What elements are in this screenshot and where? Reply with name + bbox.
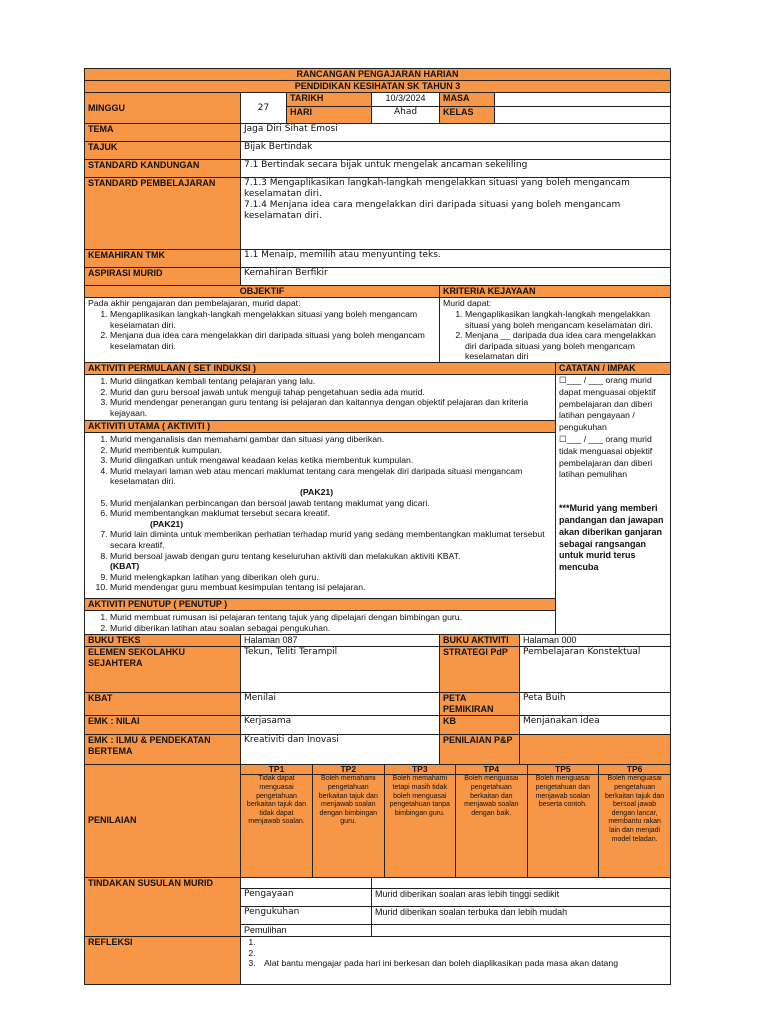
strategi-value: Pembelajaran Konstektual	[520, 646, 671, 692]
penilaian-pp-value	[520, 734, 671, 764]
catatan-line-2: ☐___ / ___ orang murid tidak menguasai objektif pembelajaran dan diberi latihan pemulihan	[559, 433, 653, 480]
utama-item	[110, 508, 552, 529]
catatan-note: ***Murid yang memberi pandangan dan jawapan akan diberikan ganjaran sebagai rangsangan untuk murid terus mencuba	[559, 503, 664, 573]
tp5-header: TP5	[527, 765, 599, 775]
tp1-header: TP1	[241, 765, 313, 775]
kriteria-label: KRITERIA KEJAYAAN	[440, 286, 671, 298]
kemahiran-tmk-value: 1.1 Menaip, memilih atau menyunting teks.	[241, 250, 671, 268]
lesson-plan-table	[84, 68, 671, 985]
penilaian-label: PENILAIAN	[85, 764, 241, 877]
emk-ilmu-value: Kreativiti dan Inovasi	[241, 734, 440, 764]
esk-value: Tekun, Teliti Terampil	[241, 646, 440, 692]
peta-pemikiran-label: PETA PEMIKIRAN	[440, 692, 520, 715]
document-subtitle: PENDIDIKAN KESIHATAN SK TAHUN 3	[85, 81, 671, 93]
refleksi-item: 3. Alat bantu mengajar pada hari ini berkesan dan boleh diaplikasikan pada masa akan datang	[258, 958, 667, 969]
standard-pembelajaran-value	[241, 178, 671, 250]
pak21-tag: (PAK21)	[150, 518, 184, 529]
penilaian-tp-grid	[241, 764, 671, 877]
permulaan-item: 2. Murid dan guru bersoal jawab untuk menguji tahap pengetahuan sedia ada murid.	[110, 387, 552, 398]
kemahiran-tmk-label: KEMAHIRAN TMK	[85, 250, 241, 268]
utama-item: 2. Murid membentuk kumpulan.	[110, 445, 552, 456]
kelas-value	[495, 107, 671, 124]
objektif-label: OBJEKTIF	[85, 286, 440, 298]
tp6-desc: Boleh menguasai pengetahuan berkaitan tajuk dan bersoal jawab dengan lancar, membantu rakan lain dan menjadi model teladan.	[599, 775, 671, 877]
tp2-header: TP2	[313, 765, 385, 775]
utama-item: 5. Murid menjalankan perbincangan dan bersoal jawab tentang maklumat yang dicari.	[110, 498, 552, 509]
objektif-item: 2. Menjana dua idea cara mengelakkan diri daripada situasi yang boleh mengancam keselamatan diri.	[110, 330, 436, 351]
buku-aktiviti-label: BUKU AKTIVITI	[440, 634, 520, 646]
objektif-list	[88, 309, 436, 351]
tema-value: Jaga Diri Sihat Emosi	[241, 124, 671, 142]
hari-label: HARI	[287, 107, 372, 124]
permulaan-item: 1. Murid diingatkan kembali tentang pelajaran yang lalu.	[110, 376, 552, 387]
tp3-desc: Boleh memahami tetapi masih tidak boleh menguasai pengetahuan tanpa bimbingan guru.	[384, 775, 456, 877]
buku-aktiviti-value: Halaman 000	[520, 634, 671, 646]
utama-label: AKTIVITI UTAMA ( AKTIVITI )	[85, 420, 555, 433]
emk-ilmu-label: EMK : ILMU & PENDEKATAN BERTEMA	[85, 734, 241, 764]
tarikh-value: 10/3/2024	[372, 93, 440, 107]
buku-teks-label: BUKU TEKS	[85, 634, 241, 646]
objektif-item: 1. Mengaplikasikan langkah-langkah mengelakkan situasi yang boleh mengancam keselamatan diri.	[110, 309, 436, 330]
tp5-desc: Boleh menguasai pengetahuan dan menjawab soalan beserta contoh.	[527, 775, 599, 877]
kb-label: KB	[440, 715, 520, 734]
catatan-line-1: ☐___ / ___ orang murid dapat menguasai objektif pembelajaran dan diberi latihan pengayaan / pengukuhan	[559, 374, 656, 433]
emk-nilai-value: Kerjasama	[241, 715, 440, 734]
tindakan-label: TINDAKAN SUSULAN MURID	[85, 877, 241, 936]
aspirasi-murid-value: Kemahiran Berfikir	[241, 268, 671, 286]
utama-item-text: Murid bersoal jawab dengan guru tentang keseluruhan aktiviti dan melakukan aktiviti KBAT.	[110, 550, 461, 561]
pengukuhan-label: Pengukuhan	[241, 906, 372, 924]
standard-pembelajaran-label: STANDARD PEMBELAJARAN	[85, 178, 241, 250]
lesson-plan	[84, 68, 670, 985]
utama-item-text: Murid melayari laman web atau mencari maklumat tentang cara mengelak diri daripada situasi mengancam keselamatan diri.	[110, 465, 523, 487]
utama-item-text: Murid membentangkan maklumat tersebut secara kreatif.	[110, 508, 330, 519]
kb-value: Menjanakan idea	[520, 715, 671, 734]
objektif-intro: Pada akhir pengajaran dan pembelajaran, murid dapat:	[88, 298, 301, 308]
standard-pembelajaran-1: 7.1.3 Mengaplikasikan langkah-langkah mengelakkan situasi yang boleh mengancam keselamatan diri.	[244, 178, 630, 199]
esk-label: ELEMEN SEKOLAHKU SEJAHTERA	[85, 646, 241, 692]
aspirasi-murid-label: ASPIRASI MURID	[85, 268, 241, 286]
tp4-header: TP4	[456, 765, 528, 775]
refleksi-item	[258, 948, 667, 959]
utama-item: 9. Murid melengkapkan latihan yang diberikan oleh guru.	[110, 572, 552, 583]
pak21-tag: (PAK21)	[300, 486, 334, 497]
standard-kandungan-label: STANDARD KANDUNGAN	[85, 160, 241, 178]
pemulihan-label: Pemulihan	[241, 924, 372, 936]
utama-list	[88, 434, 552, 593]
kbat-value: Menilai	[241, 692, 440, 715]
kbat-label: KBAT	[85, 692, 241, 715]
kelas-label: KELAS	[440, 107, 495, 124]
pemulihan-desc	[372, 924, 671, 936]
tp2-desc: Boleh memahami pengetahuan berkaitan tajuk dan menjawab soalan dengan bimbingan guru.	[313, 775, 385, 877]
permulaan-item: 3. Murid mendengar penerangan guru tentang isi pelajaran dan kaitannya dengan objektif pelajaran dan kriteria kejayaan.	[110, 397, 552, 418]
tp3-header: TP3	[384, 765, 456, 775]
tp6-header: TP6	[599, 765, 671, 775]
emk-nilai-label: EMK : NILAI	[85, 715, 241, 734]
activities-content	[85, 374, 556, 634]
refleksi-list	[244, 937, 667, 969]
penutup-list	[88, 612, 552, 633]
objektif-content	[85, 298, 440, 363]
penilaian-pp-label: PENILAIAN P&P	[440, 734, 520, 764]
tarikh-label: TARIKH	[287, 93, 372, 107]
refleksi-label: REFLEKSI	[85, 936, 241, 984]
refleksi-item	[258, 937, 667, 948]
pengayaan-label: Pengayaan	[241, 888, 372, 906]
tajuk-value: Bijak Bertindak	[241, 142, 671, 160]
catatan-label: CATATAN / IMPAK	[556, 362, 671, 374]
tema-label: TEMA	[85, 124, 241, 142]
utama-item: 10. Murid mendengar guru membuat kesimpulan tentang isi pelajaran.	[110, 582, 552, 593]
minggu-value: 27	[241, 93, 287, 124]
penutup-item: 2. Murid diberikan latihan atau soalan sebagai pengukuhan.	[110, 623, 552, 634]
utama-item: 7. Murid lain diminta untuk memberikan perhatian terhadap murid yang sedang membentangkan maklumat tersebut secara kreatif.	[110, 529, 552, 550]
buku-teks-value: Halaman 087	[241, 634, 440, 646]
kriteria-content	[440, 298, 671, 363]
tindakan-blank	[372, 877, 671, 888]
kriteria-list	[443, 309, 667, 362]
kriteria-intro: Murid dapat:	[443, 298, 492, 308]
masa-label: MASA	[440, 93, 495, 107]
peta-pemikiran-value: Peta Buih	[520, 692, 671, 715]
utama-item: 1. Murid menganalisis dan memahami gambar dan situasi yang diberikan.	[110, 434, 552, 445]
utama-item	[110, 466, 552, 498]
pengayaan-desc: Murid diberikan soalan aras lebih tinggi sedikit	[372, 888, 671, 906]
refleksi-content	[241, 936, 671, 984]
permulaan-label: AKTIVITI PERMULAAN ( SET INDUKSI )	[85, 362, 556, 374]
kriteria-item: 1. Mengaplikasikan langkah-langkah mengelakkan situasi yang boleh mengancam keselamatan diri.	[465, 309, 667, 330]
strategi-label: STRATEGI PdP	[440, 646, 520, 692]
tindakan-blank	[241, 877, 372, 888]
standard-kandungan-value: 7.1 Bertindak secara bijak untuk mengelak ancaman sekeliling	[241, 160, 671, 178]
permulaan-list	[88, 376, 552, 418]
catatan-content	[556, 374, 671, 634]
kriteria-item: 2. Menjana __ daripada dua idea cara mengelakkan diri daripada situasi yang boleh mengancam keselamatan diri	[465, 330, 667, 362]
utama-item: 3. Murid diingatkan untuk mengawal keadaan kelas ketika membentuk kumpulan.	[110, 455, 552, 466]
penutup-label: AKTIVITI PENUTUP ( PENUTUP )	[85, 598, 555, 611]
masa-value	[495, 93, 671, 107]
minggu-label: MINGGU	[85, 93, 241, 124]
penutup-item: 1. Murid membuat rumusan isi pelajaran tentang tajuk yang dipelajari dengan bimbingan guru.	[110, 612, 552, 623]
document-title: RANCANGAN PENGAJARAN HARIAN	[85, 69, 671, 81]
tajuk-label: TAJUK	[85, 142, 241, 160]
pengukuhan-desc: Murid diberikan soalan terbuka dan lebih mudah	[372, 906, 671, 924]
standard-pembelajaran-2: 7.1.4 Menjana idea cara mengelakkan diri daripada situasi yang boleh mengancam keselamatan diri.	[244, 200, 621, 221]
utama-item	[110, 551, 552, 572]
hari-value: Ahad	[372, 107, 440, 124]
tp4-desc: Boleh menguasai pengetahuan berkaitan dan menjawab soalan dengan baik.	[456, 775, 528, 877]
tp1-desc: Tidak dapat menguasai pengetahuan berkaitan tajuk dan tidak dapat menjawab soalan.	[241, 775, 313, 877]
kbat-tag: (KBAT)	[110, 561, 140, 572]
